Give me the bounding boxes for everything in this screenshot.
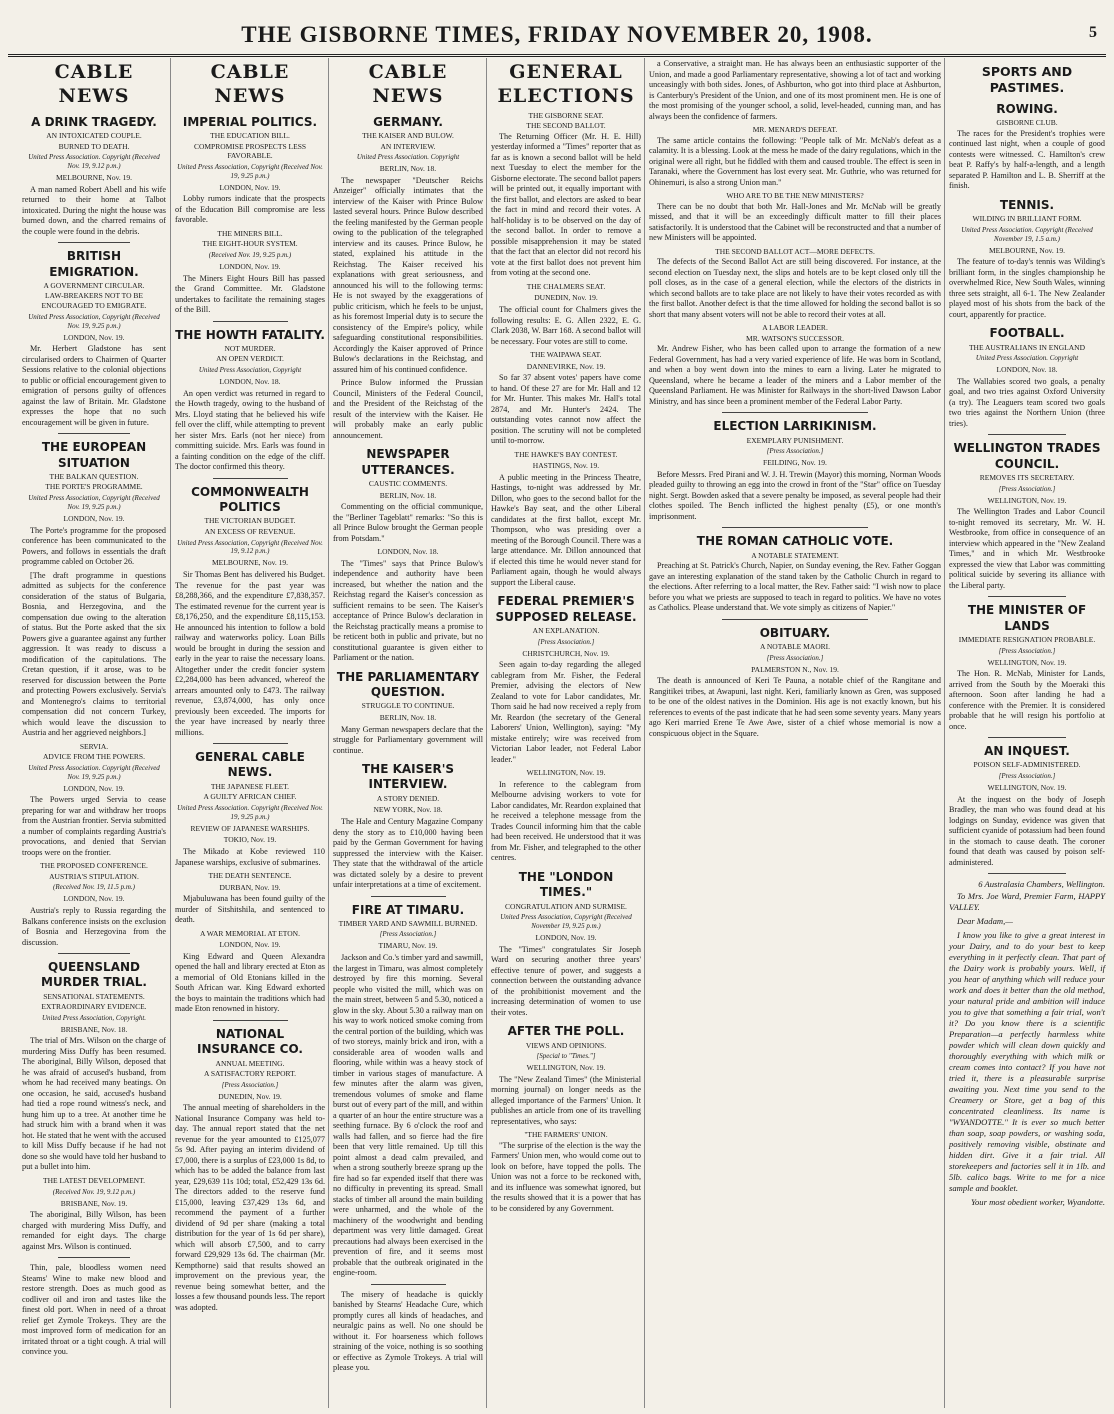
article-subhead: A STORY DENIED.	[376, 793, 440, 803]
article-subhead: "THE FARMERS' UNION.	[524, 1130, 608, 1140]
article-subhead: THE BALKAN QUESTION.	[49, 471, 139, 481]
article-subhead: THE PROPOSED CONFERENCE.	[40, 861, 148, 871]
article-headline: GERMANY.	[373, 114, 443, 129]
article-body: The same article contains the following: "People talk of Mr. McNab's defeat as a calamity. It is a blessing. Look at the mess he made of the dairy regulations, which in the original were all right, but he fiddled with them and caused trouble. The effect is seen in Taranaki, where the Government has lost every seat. Mr. Guthrie, who was returned for Ohinemuri, is also a strong Union man."	[649, 135, 941, 187]
article-subhead: AN EXPLANATION.	[532, 626, 600, 636]
article-body: The Porte's programme for the proposed conference has been communicated to the Powers, and follows in essentials the draft programme cabled on October 26.	[22, 525, 166, 567]
article-subhead: THE GISBORNE SEAT.	[528, 110, 604, 120]
dateline: LONDON, Nov. 19.	[63, 894, 125, 904]
advertisement: The misery of headache is quickly banished by Stearns' Headache Cure, which promptly cures all kinds of headaches, and neuralgic pains as well. No one should be without it. For hoarseness which follows straining of the voice, nothing is so soothing or effective as Zymole Trokeys. A trial will please you.	[333, 1289, 483, 1373]
wire-credit: (Received Nov. 19, 9.25 p.m.)	[208, 250, 292, 259]
wire-credit: United Press Association, Copyright (Received Nov. 19, 9.25 p.m.)	[28, 494, 160, 512]
wire-credit: United Press Association, Copyright (Received Nov. 19, 9.25 p.m.)	[177, 162, 323, 180]
advertisement-letter	[949, 879, 1105, 1208]
article-subhead: CONGRATULATION AND SURMISE.	[505, 901, 627, 911]
article-headline: TENNIS.	[999, 197, 1055, 212]
advertisement: Thin, pale, bloodless women need Steams' Wine to make new blood and restore strength. Does as much good as codliver oil and iron and tastes like the finest old port. When in need of a throat relief get Zymole Trokeys. They are the most improved form of medication for an irritated throat or a tight cough. A trial will convince you.	[22, 1263, 166, 1357]
article-subhead: SERVIA.	[79, 741, 109, 751]
article-subhead: CAUSTIC COMMENTS.	[368, 478, 448, 488]
wire-credit: [Press Association.]	[379, 930, 437, 939]
wire-credit: [Press Association.]	[766, 447, 824, 456]
article-body: The Hale and Century Magazine Company deny the story as to £10,000 having been paid by the German Government for having suppressed the interview with the Kaiser. They state that the withdrawal of the article was dictated solely by a desire to prevent unfair interpretations at a time of excitement.	[333, 817, 483, 890]
article-subhead: A SATISFACTORY REPORT.	[203, 1069, 296, 1079]
article-headline: NATIONAL INSURANCE CO.	[197, 1026, 303, 1057]
wire-credit: United Press Association, Copyright (Received November 19, 9.25 p.m.)	[500, 913, 632, 931]
article-subhead: IMMEDIATE RESIGNATION PROBABLE.	[958, 634, 1096, 644]
article-body: The aboriginal, Billy Wilson, has been charged with murdering Miss Duffy, and remanded for eight days. The charge against Mrs. Wilson is continued.	[22, 1210, 166, 1251]
article-headline: THE ROMAN CATHOLIC VOTE.	[696, 534, 894, 549]
article-body: Before Messrs. Fred Pirani and W. J. H. Trewin (Mayor) this morning, Norman Woods pleaded guilty to throwing an egg into the crowd in front of the "Star" office on Tuesday night. Sergt. Bowden asked that a severe penalty be imposed, as several people had their clothes spoiled. The Bench inflicted the highest penalty (£5), or one month's imprisonment.	[649, 469, 941, 521]
article-subhead: AN INTOXICATED COUPLE.	[46, 130, 142, 140]
letter-address: 6 Australasia Chambers, Wellington.	[978, 879, 1105, 890]
divider	[58, 1257, 130, 1258]
wire-credit: [Press Association.]	[998, 484, 1056, 493]
article-headline: THE EUROPEAN SITUATION	[41, 440, 147, 470]
article-subhead: MR. MENARD'S DEFEAT.	[752, 125, 838, 134]
dateline: MELBOURNE, Nov. 19.	[56, 173, 132, 183]
article-subhead: A NOTABLE MAORI.	[759, 642, 831, 652]
page-number: 5	[1089, 24, 1098, 41]
article-body: The newspaper "Deutscher Reichs Anzeiger" officially intimates that the interview of the Kaiser with Prince Bulow lasted several hours. Prince Bulow described the feeling manifested by the German people owing to the publication of the telegraphed interview and its causes. Prince Bulow, he stated, explained his attitude in the Reichstag. The Kaiser received his explanations with great seriousness, and announced his will to the following terms: He is not swayed by the exaggerations of public criticism, which he feels to be unjust, as his foremost Imperial duty is to secure the consistency of the Empire's policy, while safeguarding constitutional responsibilities. Accordingly the Kaiser approved of Prince Bulow's declarations in the Reichstag, and assured him of his continued confidence.	[333, 175, 483, 374]
section-title: GENERAL ELECTIONS	[497, 61, 635, 108]
wire-credit: United Press Association. Copyright (Received Nov. 19, 9.25 p.m.)	[28, 763, 160, 781]
dateline: LONDON, Nov. 18.	[996, 365, 1058, 375]
divider	[722, 527, 868, 528]
dateline: BERLIN, Nov. 18.	[379, 164, 437, 174]
article-body: King Edward and Queen Alexandra opened the hall and library erected at Eton as a memorial of Old Etonians killed in the South African war. King Edward exhorted the boys to maintain the traditions which had made Eton renowned in history.	[175, 951, 325, 1014]
divider	[213, 743, 288, 744]
wire-credit: United Press Association. Copyright (Received Nov. 19, 9.25 p.m.)	[177, 803, 323, 821]
wire-credit: [Press Association.]	[537, 637, 595, 646]
article-body: Mr. Andrew Fisher, who has been called upon to arrange the formation of a new Federal Government, has had a very varied experience of life. He was born in Scotland, and when a boy went down into the mines to earn a living. Later he migrated to Queensland, where he became a leader of the miners and a Labor member of the Queensland Parliament. He was Minister for Railways in the short-lived Dawson Labor Ministry, and has since been a prominent member of the Federal Labor Party.	[649, 344, 941, 406]
article-body: The death is announced of Keri Te Pauna, a notable chief of the Rangitane and Rangitikei tribes, at Awapuni, last night. Keri, familiarly known as Gren, was supposed to be one of the oldest natives in the Dominion. His age is not exactly known, but his references to events of the past indicate that he had seen some seventy years. Many years ago Keri married Erene Te Awe Awe, sister of a chief whose memorial is now a conspicuous object in the Square.	[649, 676, 941, 738]
masthead	[0, 22, 1114, 52]
divider	[58, 242, 130, 243]
divider	[988, 737, 1066, 738]
article-body: The Returning Officer (Mr. H. E. Hill) yesterday informed a "Times" reporter that as far as is known a second ballot will be held next Tuesday to elect the member for the Gisborne electorate. The second ballot papers will be printed out, it equally important with the first ballot, and electors are asked to bear the fact in mind and record their votes. A half-holiday is to be observed on the day of the second ballot. In order to remove a possible misapprehension it may be stated that the fact that an elector did not record his vote at the first ballot does not prevent him from voting at the second one.	[491, 131, 641, 278]
wire-credit: (Received Nov. 19, 11.5 p.m.)	[53, 883, 135, 892]
article-subhead: THE LATEST DEVELOPMENT.	[42, 1175, 145, 1185]
column-2	[170, 58, 329, 1408]
wire-credit: United Press Association. Copyright	[356, 153, 460, 162]
article-subhead: TIMBER YARD AND SAWMILL BURNED.	[338, 918, 478, 928]
article-subhead: A WAR MEMORIAL AT ETON.	[200, 928, 300, 938]
letter-signature: Your most obedient worker, Wyandotte.	[971, 1197, 1105, 1208]
article-body: The annual meeting of shareholders in the National Insurance Company was held to-day. The annual report stated that the net revenue for the year amounted to £125,077 5s 9d. After paying an interim dividend of £7,000, there is a surplus of £23,000 1s 8d, to which has to be added the balance from last year, £29,639 11s 10d; total, £52,429 13s 6d. The directors added to the reserve fund £15,000, leaving £37,429 13s 6d, and recommend the payment of a further dividend of 9d per share (making a total distribution for the year of 1s 6d per share), which will absorb £7,500, and to carry forward £29,929 13s 6d. The chairman (Mr. Kempthorne) said that results showed an improvement on the previous year, the revenue being somewhat better, and the losses a few thousand pounds less. The report was adopted.	[175, 1103, 325, 1312]
wire-credit: United Press Association. Copyright (Received Nov. 19, 9.12 p.m.)	[28, 153, 160, 171]
article-subhead: THE CHALMERS SEAT.	[526, 281, 606, 291]
article-body: Mr. Herbert Gladstone has sent circularised orders to Chairmen of Quarter Sessions relative to the colonial objections to public or official encouragement given to emigration of persons guilty of offences against the law of Britain. Mr. Gladstone expresses the hope that no such encouragement will be given in future.	[22, 344, 166, 427]
article-subhead: ADVICE FROM THE POWERS.	[43, 752, 145, 762]
dateline: MELBOURNE, Nov. 19.	[212, 558, 288, 568]
article-subhead: AN OPEN VERDICT.	[216, 354, 284, 364]
article-subhead: THE EDUCATION BILL.	[210, 130, 290, 140]
dateline: LONDON, Nov. 19.	[219, 182, 281, 192]
article-body: The Wallabies scored two goals, a penalty goal, and two tries against Oxford University (a try). The Leaguers team scored two goals two tries against the Northern Union (three tries).	[949, 376, 1105, 428]
dateline: LONDON, Nov. 18.	[219, 377, 281, 386]
article-subhead: A LABOR LEADER.	[762, 323, 828, 333]
article-headline: FOOTBALL.	[989, 326, 1065, 341]
article-subhead: THE HAWKE'S BAY CONTEST.	[514, 449, 618, 459]
article-subhead: MR. WATSON'S SUCCESSOR.	[746, 333, 844, 343]
column-1	[18, 58, 170, 1408]
section-title: CABLE NEWS	[210, 61, 290, 108]
dateline: HASTINGS, Nov. 19.	[532, 461, 600, 471]
article-body: The Miners Eight Hours Bill has passed the Grand Committee. Mr. Gladstone undertakes to facilitate the remaining stages of the Bill.	[175, 273, 325, 314]
article-body: a Conservative, a straight man. He has always been an enthusiastic supporter of the Union, and made a good Parliamentary representative, showing a lot of tact and working unceasingly with both sides. Jones, of Ashburton, who got into third place at Ashburton, is Canterbury's President of the Union, and one of its most prominent men. He is one of the most promising of the younger school, a solid, level-headed, cunning man, and has always been the confidence of farmers.	[649, 59, 941, 121]
divider	[371, 896, 446, 897]
dateline: TOKIO, Nov. 19.	[223, 835, 277, 845]
section-title: CABLE NEWS	[368, 61, 448, 108]
article-body: The Mikado at Kobe reviewed 110 Japanese warships, exclusive of submarines.	[175, 847, 325, 867]
divider	[722, 412, 868, 413]
article-body: Preaching at St. Patrick's Church, Napier, on Sunday evening, the Rev. Father Goggan gave an interesting explanation of the stand taken by the Catholic Church in regard to the elections. After referring to a local matter, the Rev. Father said: "I wish now to place before you what we priests are supposed to teach in regard to politics. We have no votes as Catholics. Please understand that. We vote simply as citizens of Napier."	[649, 561, 941, 613]
article-body: "The surprise of the election is the way the Farmers' Union men, who would come out to look on before, have topped the polls. The Union was not a force to be reckoned with, and its influence was somewhat ignored, but the results showed that it is a power that has to be considered by any Government.	[491, 1140, 641, 1213]
article-subhead: THE VICTORIAN BUDGET.	[204, 516, 296, 526]
dateline: CHRISTCHURCH, Nov. 19.	[522, 648, 610, 658]
article-body: At the inquest on the body of Joseph Bradley, the man who was found dead at his lodgings on Sunday, evidence was given that sufficient cyanide of potassium had been found in the stomach to cause death. The coroner found that death was caused by poison self-administered.	[949, 794, 1105, 867]
article-subhead: AN INTERVIEW.	[380, 141, 436, 151]
article-headline: THE MINISTER OF LANDS	[967, 603, 1087, 633]
column-5	[644, 58, 945, 1408]
divider	[371, 1284, 446, 1285]
article-subhead: A NOTABLE STATEMENT.	[751, 550, 839, 560]
article-subhead: THE SECOND BALLOT.	[526, 121, 606, 131]
article-headline: THE PARLIAMENTARY QUESTION.	[336, 669, 480, 700]
wire-credit: [Press Association.]	[766, 653, 824, 662]
article-headline: GENERAL CABLE NEWS.	[195, 750, 305, 780]
dateline: LONDON, Nov. 18.	[377, 547, 439, 557]
divider	[988, 873, 1066, 874]
article-body: A man named Robert Abell and his wife returned to their home at Talbot intoxicated. During the night the house was burned down, and the charred remains of the couple were found in the debris.	[22, 184, 166, 236]
article-subhead: LAW-BREAKERS NOT TO BE ENCOURAGED TO EMIGRATE.	[41, 291, 147, 311]
article-body: The "Times" says that Prince Bulow's independence and authority have been increased, but whether the nation and the Reichstag regard the Kaiser's concession as sufficient remains to be seen. The Kaiser's acceptance of Prince Bulow's declaration in the Reichstag practically means a promise to be reticent both in public and private, but no constitutional guarantee is given either to Parliament or the nation.	[333, 558, 483, 663]
article-body: The Hon. R. McNab, Minister for Lands, arrived from the South by the Moeraki this afternoon. Soon after landing he had a conference with the Premier. It is considered probable that he will resign his portfolio at once.	[949, 669, 1105, 731]
dateline: BRISBANE, Nov. 18.	[60, 1024, 128, 1034]
article-body: The feature of to-day's tennis was Wilding's brilliant form, in the singles championship he overwhelmed Rice, New South Wales, winning three sets straight, all 6-1. The New Zealander played most of his shots from the back of the court, apparently for practice.	[949, 257, 1105, 319]
article-subhead: REVIEW OF JAPANESE WARSHIPS.	[190, 823, 310, 833]
article-body: Prince Bulow informed the Prussian Council, Ministers of the Federal Council, and the President of the Reichstag of the result of the interview with the Kaiser. He will probably make an early public announcement.	[333, 378, 483, 440]
section-title: CABLE NEWS	[54, 61, 134, 108]
article-body: A public meeting in the Princess Theatre, Hastings, to-night was addressed by Mr. Dillon, who goes to the second ballot for the Hawke's Bay seat, and the other Liberal candidates at the first ballot, except Mr. Thompson, who was presiding over a meeting of the Borough Council. There was a large attendance. Mr. Dillon announced that if elected this time he would never stand for Parliament again, though he would always support the Liberal cause.	[491, 472, 641, 587]
article-subhead: THE JAPANESE FLEET.	[210, 781, 290, 791]
article-body: Austria's reply to Russia regarding the Balkans conference insists on the exclusion of Bosnia and Herzegovina from the discussion.	[22, 906, 166, 947]
article-headline: WELLINGTON TRADES COUNCIL.	[953, 441, 1101, 471]
article-body: The defects of the Second Ballot Act are still being discovered. For instance, at the second election on Tuesday next, the slips and hotels are to be kept closed only till the poll closes, as in the case of a general election, while the electors of the districts in which second ballots are to take place are not likely to have their votes recorded as with the first ballot. Another defect is that the time allowed for holding the second ballot is so short that many absent voters will not be able to record their votes at all.	[649, 257, 941, 319]
wire-credit: [Press Association.]	[221, 1080, 279, 1089]
column-6	[944, 58, 1109, 1408]
article-body: Mjabuluwana has been found guilty of the murder of Sitshitshila, and sentenced to death.	[175, 894, 325, 925]
article-subhead: VIEWS AND OPINIONS.	[525, 1040, 607, 1050]
article-body: An open verdict was returned in regard to the Howth tragedy, owing to the husband of Mrs. Lloyd stating that he believed his wife fell over the cliff, while attempting to prevent her sister Mrs. Earls (not her niece) from committing suicide. Mrs. Earls was found in a fainting condition on the edge of the cliff. The doctor confirmed this theory.	[175, 388, 325, 472]
dateline: DUNEDIN, Nov. 19.	[218, 1091, 282, 1101]
wire-credit: [Press Association.]	[998, 772, 1056, 781]
dateline: BERLIN, Nov. 18.	[379, 713, 437, 723]
article-subhead: REMOVES ITS SECRETARY.	[979, 473, 1075, 483]
article-subhead: THE DEATH SENTENCE.	[208, 871, 292, 880]
dateline: DUNEDIN, Nov. 19.	[534, 293, 598, 303]
dateline: LONDON, Nov. 19.	[535, 933, 597, 943]
divider	[988, 434, 1066, 435]
divider	[988, 596, 1066, 597]
article-body: The "New Zealand Times" (the Ministerial morning journal) on longer needs as the alleged importance of the Farmers' Union. It publishes an article from one of its travelling representatives, who says:	[491, 1074, 641, 1126]
article-subhead: STRUGGLE TO CONTINUE.	[361, 701, 455, 711]
section-title: SPORTS AND PASTIMES.	[981, 64, 1073, 95]
article-body: Lobby rumors indicate that the prospects of the Education Bill compromise are less favorable.	[175, 194, 325, 225]
letter-body: I know you like to give a great interest in your Dairy, and to do your best to keep everything in it perfectly clean. That part of the Dairy work is probably yours. Well, if you hear of anything which will reduce your work and does it better than the old method, your natural pride and ambition will induce you to give that something a fair trial, won't it? Do you know there is a scientific Preparation—a perfectly harmless white powder which will clean down quickly and thoroughly everything with which milk or cream comes into contact? If you have not tried it, there is a pleasurable surprise awaiting you. Next time you send to the Creamery or Store, get a bag of this concentrated cleanliness. Its name is "WYANDOTTE." It is ever so much better than soap, soap powders, or washing soda, positively removing visible, obstinate and hidden dirt. Give it a fair trial. All storekeepers and factories sell it in 1lb. and 5lb. calico bags. Write to me for a nice sample and booklet.	[949, 930, 1105, 1194]
article-headline: OBITUARY.	[759, 625, 831, 640]
wire-credit: United Press Association, Copyright	[198, 366, 302, 375]
article-headline: THE "LONDON TIMES."	[518, 869, 614, 900]
letter-recipient: To Mrs. Joe Ward, Premier Farm, HAPPY VALLEY.	[949, 891, 1105, 913]
article-subhead: NOT MURDER.	[224, 343, 276, 353]
article-subhead: THE AUSTRALIANS IN ENGLAND	[968, 342, 1086, 352]
wire-credit: United Press Association. Copyright (Received November 19, 1.5 a.m.)	[961, 225, 1093, 243]
article-body: The races for the President's trophies were continued last night, when a couple of good contests were witnessed. C. Hamilton's crew beat P. Raffy's by half-a-length, and a length separated P. Hamilton and L. B. Sherriff at the finish.	[949, 128, 1105, 191]
article-subhead: BURNED TO DEATH.	[58, 141, 130, 151]
article-subhead: THE KAISER AND BULOW.	[362, 130, 454, 140]
dateline: WELLINGTON, Nov. 19.	[526, 768, 606, 778]
divider	[213, 321, 288, 322]
dateline: WELLINGTON, Nov. 19.	[987, 783, 1067, 793]
article-headline: FEDERAL PREMIER'S SUPPOSED RELEASE.	[495, 594, 637, 624]
article-subhead: AUSTRIA'S STIPULATION.	[49, 871, 139, 881]
article-headline: IMPERIAL POLITICS.	[182, 114, 318, 129]
article-subhead: THE WAIPAWA SEAT.	[530, 350, 602, 359]
article-subhead: THE EIGHT-HOUR SYSTEM.	[202, 239, 298, 249]
article-subhead: POISON SELF-ADMINISTERED.	[973, 760, 1081, 770]
article-subhead: WHO ARE TO BE THE NEW MINISTERS?	[726, 191, 864, 201]
dateline: WELLINGTON, Nov. 19.	[987, 657, 1067, 667]
divider	[58, 953, 130, 954]
article-body: Many German newspapers declare that the struggle for Parliamentary government will continue.	[333, 724, 483, 755]
article-body: There can be no doubt that both Mr. Hall-Jones and Mr. McNab will be greatly missed, and that it will be an exceedingly difficult matter to fill their places satisfactorily. It is understood that the Cabinet will be reconstructed and that a number of new Ministers will be appointed.	[649, 201, 941, 243]
article-headline: A DRINK TRAGEDY.	[31, 114, 157, 129]
article-subhead: A GUILTY AFRICAN CHIEF.	[203, 792, 297, 802]
article-body: The "Times" congratulates Sir Joseph Ward on securing another three years' effective tenure of power, and suggests a connection between the outstanding advance of the prohibitionist movement and the increasing determination of women to use their votes.	[491, 944, 641, 1017]
dateline: LONDON, Nov. 19.	[219, 940, 281, 950]
article-headline: NEWSPAPER UTTERANCES.	[361, 447, 455, 477]
dateline: MELBOURNE, Nov. 19.	[989, 245, 1065, 255]
article-subhead: THE SECOND BALLOT ACT—MORE DEFECTS.	[715, 246, 875, 256]
article-subhead: SENSATIONAL STATEMENTS.	[43, 991, 145, 1001]
letter-salutation: Dear Madam,—	[957, 916, 1013, 927]
article-body: The official count for Chalmers gives the following results: E. G. Allen 2322, E. G. Clark 2038, W. Barr 168. A second ballot will be necessary. Four votes are still to come.	[491, 305, 641, 346]
article-headline: THE HOWTH FATALITY.	[175, 327, 325, 342]
wire-credit: United Press Association. Copyright	[975, 354, 1079, 363]
article-body: Jackson and Co.'s timber yard and sawmill, the largest in Timaru, was almost completely destroyed by fire this morning. Several people who visited the mill, which was on the main street, between 5 and 5.30, noticed a glow in the sky. About 5.30 a railway man on his way to work noticed smoke coming from the central portion of the building, which was of two storeys, mainly brick and iron, with a considerable area of wooden walls and flooring, while within was a heavy stock of timber in various stages of manufacture. A few minutes after the alarm was given, tremendous volumes of smoke and flame burst out of every part of the mill, and within a quarter of an hour the entire structure was a seething furnace. By 6 o'clock the roof and walls had fallen, and so fierce had the fire been that very little remained. Up till this point almost a dead calm prevailed, and when a strong southerly breeze sprang up the fire had so far expended itself that there was no difficulty in preventing its spread. Small stacks of timber all around the main building were unharmed, and the whole of the machinery of the woodwright and bending department was very little damaged. Great precautions had always been exercised in the prevention of fire, and it seems most probable that the outbreak originated in the engine-room.	[333, 953, 484, 1278]
dateline: LONDON, Nov. 19.	[63, 513, 125, 523]
article-body: In reference to the cablegram from Melbourne advising workers to vote for Labor candidates, Mr. Reardon explained that he received a telephone message from the Trades Council informing him that the cable had been received. He understood that it was from Mr. Fisher, and telegraphed to the other centres.	[491, 779, 641, 863]
article-subhead: WILDING IN BRILLIANT FORM.	[972, 214, 1082, 224]
divider	[213, 1020, 288, 1021]
wire-credit: United Press Association, Copyright (Received Nov. 19, 9.25 p.m.)	[28, 312, 160, 330]
article-headline: BRITISH EMIGRATION.	[49, 249, 139, 279]
divider	[58, 433, 130, 434]
article-headline: THE KAISER'S INTERVIEW.	[361, 762, 455, 792]
article-body: The trial of Mrs. Wilson on the charge of murdering Miss Duffy has been resumed. The aboriginal, Billy Wilson, deposed that he was afraid of accused's husband, from whom he had received many beatings. On one occasion, he said, accused's husband had tied a rope round witness's neck, and hung him up to a tree. At another time he had struck him with a brand when it was hot. He stated that he went with the accused to kill Miss Duffy because if he had not done so she would have told her husband to put a bullet into him.	[22, 1036, 166, 1172]
wire-credit: [Press Association.]	[998, 646, 1056, 655]
column-4	[486, 58, 645, 1408]
article-body: Sir Thomas Bent has delivered his Budget. The revenue for the past year was £8,288,366, and the expenditure £7,838,357. The estimated revenue for the current year is £8,176,250, and the expenditure £8,115,153. He announced his intention to follow a bold railway and waterworks policy. Loan Bills would be brought in during the session and early in the year to raise the necessary loans. Altogether under the credit foncier system £2,284,000 has been advanced, whereof the arrears amounted only to £473. The railway revenue, £3,874,000, has only once previously been exceeded. The imports for the year have increased by nearly three millions.	[175, 570, 325, 737]
masthead-title: THE GISBORNE TIMES, FRIDAY NOVEMBER 20, 1908.	[241, 22, 873, 47]
article-body: Seen again to-day regarding the alleged cablegram from Mr. Fisher, the Federal Premier, advising the electors of New Zealand to vote for Labor candidates, Mr. Thorn said he had now received a reply from Mr. Reardon (the secretary of the General Laborers' Union, Wellington), saying: "My mistake entirely; wire was received from Victorian Labor leader, not Federal Labor leader."	[491, 660, 641, 764]
article-body: Commenting on the official communique, the "Berliner Tageblatt" remarks: "So this is all Prince Bulow brought the German people from Potsdam."	[333, 502, 483, 543]
article-headline: AN INQUEST.	[984, 744, 1070, 759]
dateline: BERLIN, Nov. 18.	[379, 490, 437, 500]
article-subhead: AN EXCESS OF REVENUE.	[204, 526, 296, 536]
article-subhead: GISBORNE CLUB.	[996, 118, 1058, 128]
article-headline: FIRE AT TIMARU.	[351, 902, 465, 917]
dateline: DURBAN, Nov. 19.	[219, 882, 281, 892]
article-body: So far 37 absent votes' papers have come to hand. Of these 27 are for Mr. Hall and 12 for Mr. Hunter. This makes Mr. Hall's total 2874, and Mr. Hunter's 2424. The outstanding votes cannot now affect the position. The scrutiny will not be completed until to-morrow.	[491, 373, 641, 446]
dateline: PALMERSTON N., Nov. 19.	[751, 664, 839, 674]
article-subhead: THE MINERS BILL.	[217, 228, 283, 238]
article-headline: AFTER THE POLL.	[507, 1024, 625, 1039]
article-body: [The draft programme in questions admitted as subjects for the conference consideration of the status of Bulgaria, Bosnia, and Herzegovina, and the compensation due owing to the alteration of status. But the Porte asked that the six Powers give a guarantee against any further aggression. It was ready to discuss a modification of the capitulations. The Cretan question, if it arose, was to be reserved for discussion between the Porte and protecting Powers exclusively. Servia's and Montenegro's claims to territorial compensation did not concern Turkey, which would leave the discussion to Austria and her aggrieved neighbors.]	[22, 570, 166, 738]
article-subhead: COMPROMISE PROSPECTS LESS FAVORABLE.	[193, 141, 307, 161]
dateline: LONDON, Nov. 19.	[219, 261, 281, 271]
dateline: BRISBANE, Nov. 19.	[60, 1198, 128, 1208]
dateline: TIMARU, Nov. 19.	[378, 941, 438, 951]
dateline: FEILDING, Nov. 19.	[763, 458, 827, 468]
article-subhead: ANNUAL MEETING.	[215, 1058, 285, 1068]
article-subhead: EXEMPLARY PUNISHMENT.	[746, 435, 844, 445]
divider	[213, 478, 288, 479]
article-headline: ELECTION LARRIKINISM.	[713, 419, 877, 434]
article-headline: QUEENSLAND MURDER TRIAL.	[41, 960, 147, 990]
divider	[722, 619, 868, 620]
article-subhead: EXTRAORDINARY EVIDENCE.	[41, 1002, 147, 1012]
article-subhead: THE PORTE'S PROGRAMME.	[45, 482, 143, 492]
article-headline: COMMONWEALTH POLITICS	[191, 484, 309, 514]
dateline: LONDON, Nov. 19.	[63, 783, 125, 793]
article-body: The Wellington Trades and Labor Council to-night removed its secretary, Mr. W. H. Westbrooke, from office in consequence of an interview which appeared in the "New Zealand Times," and in which Mr. Westbrooke expressed the view that Labor was committing political suicide by severing its alliance with the Liberal party.	[949, 507, 1105, 590]
article-body: The Powers urged Servia to cease preparing for war and withdraw her troops from the Austrian frontier. Servia submitted a number of complaints regarding Austria's provocations, and denied that Servian troops were on the frontier.	[22, 795, 166, 857]
column-3	[328, 58, 487, 1408]
dateline: WELLINGTON, Nov. 19.	[526, 1063, 606, 1073]
dateline: NEW YORK, Nov. 18.	[373, 805, 443, 815]
wire-credit: (Received Nov. 19, 9.12 p.m.)	[52, 1187, 136, 1196]
masthead-rule	[8, 54, 1106, 57]
dateline: DANNEVIRKE, Nov. 19.	[526, 361, 606, 371]
dateline: LONDON, Nov. 19.	[63, 332, 125, 342]
wire-credit: [Special to "Times."]	[536, 1052, 596, 1061]
article-subhead: A GOVERNMENT CIRCULAR.	[43, 280, 145, 290]
wire-credit: United Press Association, Copyright (Received Nov. 19, 9.12 p.m.)	[177, 538, 323, 556]
wire-credit: United Press Association, Copyright.	[41, 1013, 147, 1022]
dateline: WELLINGTON, Nov. 19.	[987, 495, 1067, 505]
article-headline: ROWING.	[996, 102, 1058, 116]
